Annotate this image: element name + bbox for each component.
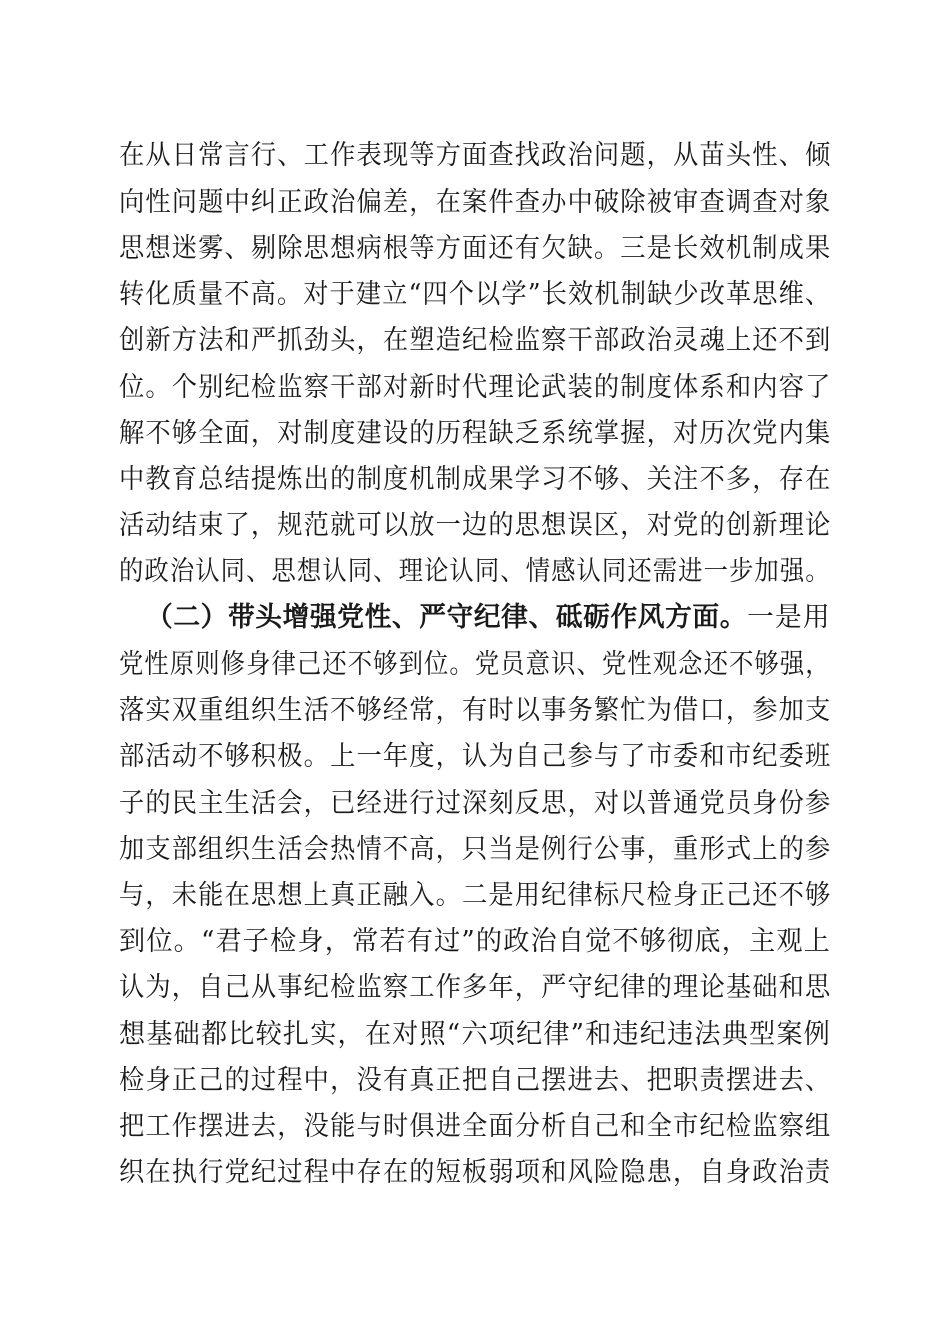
text-line: 认为，自己从事纪检监察工作多年，严守纪律的理论基础和思 bbox=[119, 972, 832, 1003]
text-line: 想基础都比较扎实，在对照“六项纪律”和违纪违法典型案例 bbox=[119, 1019, 832, 1050]
text-line: 转化质量不高。对于建立“四个以学”长效机制缺少改革思维、 bbox=[119, 279, 832, 310]
heading-continuation: 一是用 bbox=[747, 602, 831, 633]
text-line: 把工作摆进去，没能与时俱进全面分析自己和全市纪检监察组 bbox=[119, 1111, 832, 1142]
text-line: 在从日常言行、工作表现等方面查找政治问题，从苗头性、倾 bbox=[119, 140, 832, 171]
text-line: 向性问题中纠正政治偏差，在案件查办中破除被审查调查对象 bbox=[119, 187, 832, 218]
text-line: 活动结束了，规范就可以放一边的思想误区，对党的创新理论 bbox=[119, 510, 832, 541]
text-line: 到位。“君子检身，常若有过”的政治自觉不够彻底，主观上 bbox=[119, 926, 832, 957]
section-heading-line bbox=[146, 601, 831, 635]
text-line: 创新方法和严抓劲头，在塑造纪检监察干部政治灵魂上还不到 bbox=[119, 325, 832, 356]
text-line: 中教育总结提炼出的制度机制成果学习不够、关注不多，存在 bbox=[119, 464, 832, 495]
text-line: 加支部组织生活会热情不高，只当是例行公事，重形式上的参 bbox=[119, 834, 832, 865]
text-line: 解不够全面，对制度建设的历程缺乏系统掌握，对历次党内集 bbox=[119, 418, 832, 449]
text-line: 织在执行党纪过程中存在的短板弱项和风险隐患，自身政治责 bbox=[119, 1157, 832, 1188]
text-line: 位。个别纪检监察干部对新时代理论武装的制度体系和内容了 bbox=[119, 372, 832, 403]
text-line: 党性原则修身律己还不够到位。党员意识、党性观念还不够强， bbox=[119, 649, 831, 680]
text-line: 检身正己的过程中，没有真正把自己摆进去、把职责摆进去、 bbox=[119, 1065, 832, 1096]
text-line: 部活动不够积极。上一年度，认为自己参与了市委和市纪委班 bbox=[119, 741, 832, 772]
text-line: 的政治认同、思想认同、理论认同、情感认同还需进一步加强。 bbox=[119, 556, 831, 587]
text-line: 子的民主生活会，已经进行过深刻反思，对以普通党员身份参 bbox=[119, 788, 832, 819]
text-line: 与，未能在思想上真正融入。二是用纪律标尺检身正己还不够 bbox=[119, 880, 832, 911]
section-heading: （二）带头增强党性、严守纪律、砥砺作风方面。 bbox=[146, 602, 748, 633]
text-line: 落实双重组织生活不够经常，有时以事务繁忙为借口，参加支 bbox=[119, 695, 832, 726]
text-line: 思想迷雾、剔除思想病根等方面还有欠缺。三是长效机制成果 bbox=[119, 233, 832, 264]
